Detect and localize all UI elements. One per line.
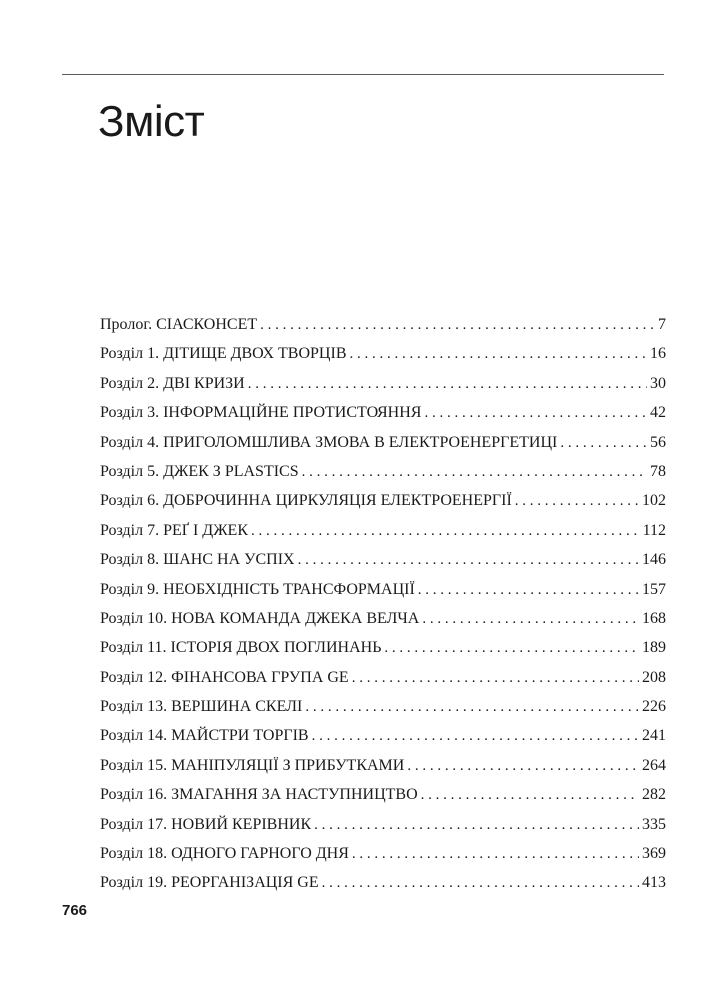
dot-leader [314, 811, 639, 840]
toc-entry-page: 56 [650, 433, 666, 451]
toc-entry-title: Розділ 5. ДЖЕК З PLASTICS [100, 462, 299, 480]
toc-entry [100, 398, 666, 427]
toc-entry [100, 721, 666, 750]
toc-entry-title: Розділ 1. ДІТИЩЕ ДВОХ ТВОРЦІВ [100, 345, 347, 363]
toc-entry-title: Розділ 2. ДВІ КРИЗИ [100, 374, 245, 392]
toc-entry [100, 633, 666, 662]
toc-entry-page: 157 [642, 580, 666, 598]
toc-entry-page: 42 [650, 404, 666, 422]
dot-leader [384, 634, 639, 663]
toc-entry-page: 112 [642, 521, 666, 539]
toc-entry [100, 751, 666, 780]
toc-entry [100, 339, 666, 368]
dot-leader [424, 399, 647, 428]
dot-leader [349, 340, 647, 369]
dot-leader [421, 781, 639, 810]
toc-entry-title: Розділ 18. ОДНОГО ГАРНОГО ДНЯ [100, 845, 349, 863]
toc-entry [100, 516, 666, 545]
dot-leader [422, 605, 639, 634]
dot-leader [302, 458, 647, 487]
toc-entry-title: Розділ 17. НОВИЙ КЕРІВНИК [100, 815, 312, 833]
toc-entry [100, 839, 666, 868]
toc-entry [100, 369, 666, 398]
toc-entry-page: 102 [642, 492, 666, 510]
toc-entry-page: 7 [658, 316, 666, 333]
toc-entry-page: 16 [650, 345, 666, 363]
toc-entry-title: Розділ 11. ІСТОРІЯ ДВОХ ПОГЛИНАНЬ [100, 639, 382, 657]
toc-entry-page: 241 [642, 727, 666, 745]
toc-entry-title: Розділ 10. НОВА КОМАНДА ДЖЕКА ВЕЛЧА [100, 609, 420, 627]
dot-leader [560, 429, 647, 458]
toc-entry-title: Розділ 3. ІНФОРМАЦІЙНЕ ПРОТИСТОЯННЯ [100, 404, 422, 422]
top-rule [62, 74, 664, 75]
dot-leader [248, 370, 647, 399]
toc-entry [100, 486, 666, 515]
toc-entry-title: Розділ 9. НЕОБХІДНІСТЬ ТРАНСФОРМАЦІЇ [100, 580, 415, 598]
table-of-contents [100, 310, 666, 898]
toc-entry [100, 604, 666, 633]
toc-entry-title: Розділ 6. ДОБРОЧИННА ЦИРКУЛЯЦІЯ ЕЛЕКТРОЕНЕРГІЇ [100, 492, 512, 510]
dot-leader [298, 546, 639, 575]
toc-entry-page: 168 [642, 609, 666, 627]
toc-entry [100, 545, 666, 574]
toc-entry-page: 146 [642, 551, 666, 569]
dot-leader [352, 840, 639, 869]
toc-entry [100, 780, 666, 809]
toc-entry [100, 575, 666, 604]
dot-leader [305, 693, 639, 722]
dot-leader [251, 517, 640, 546]
toc-entry-page: 30 [650, 374, 666, 392]
toc-entry-page: 189 [642, 639, 666, 657]
toc-entry-page: 413 [642, 874, 666, 892]
toc-entry-page: 78 [650, 462, 666, 480]
toc-entry [100, 457, 666, 486]
toc-entry-page: 208 [642, 668, 666, 686]
toc-entry-title: Розділ 15. МАНІПУЛЯЦІЇ З ПРИБУТКАМИ [100, 756, 405, 774]
dot-leader [407, 752, 639, 781]
dot-leader [312, 722, 639, 751]
toc-entry-page: 369 [642, 845, 666, 863]
toc-entry [100, 428, 666, 457]
toc-entry-page: 226 [642, 698, 666, 716]
toc-entry-page: 264 [642, 756, 666, 774]
toc-entry-title: Пролог. СІАСКОНСЕТ [100, 316, 258, 333]
toc-entry-title: Розділ 12. ФІНАНСОВА ГРУПА GE [100, 668, 349, 686]
page-number: 766 [62, 902, 88, 919]
toc-entry [100, 810, 666, 839]
dot-leader [515, 487, 639, 516]
page-title: Зміст [98, 97, 205, 146]
toc-entry-title: Розділ 8. ШАНС НА УСПІХ [100, 551, 295, 569]
dot-leader [322, 869, 639, 898]
toc-entry-title: Розділ 16. ЗМАГАННЯ ЗА НАСТУПНИЦТВО [100, 786, 418, 804]
dot-leader [352, 664, 639, 693]
dot-leader [260, 311, 655, 340]
toc-entry-title: Розділ 14. МАЙСТРИ ТОРГІВ [100, 727, 309, 745]
toc-entry [100, 663, 666, 692]
toc-entry-page: 282 [642, 786, 666, 804]
toc-entry-page: 335 [642, 815, 666, 833]
dot-leader [418, 576, 639, 605]
toc-entry-title: Розділ 7. РЕҐ І ДЖЕК [100, 521, 248, 539]
toc-entry [100, 310, 666, 339]
toc-entry [100, 692, 666, 721]
toc-entry [100, 868, 666, 897]
toc-entry-title: Розділ 13. ВЕРШИНА СКЕЛІ [100, 698, 303, 716]
toc-entry-title: Розділ 4. ПРИГОЛОМШЛИВА ЗМОВА В ЕЛЕКТРОЕНЕРГЕТИЦІ [100, 433, 558, 451]
toc-entry-title: Розділ 19. РЕОРГАНІЗАЦІЯ GE [100, 874, 319, 892]
